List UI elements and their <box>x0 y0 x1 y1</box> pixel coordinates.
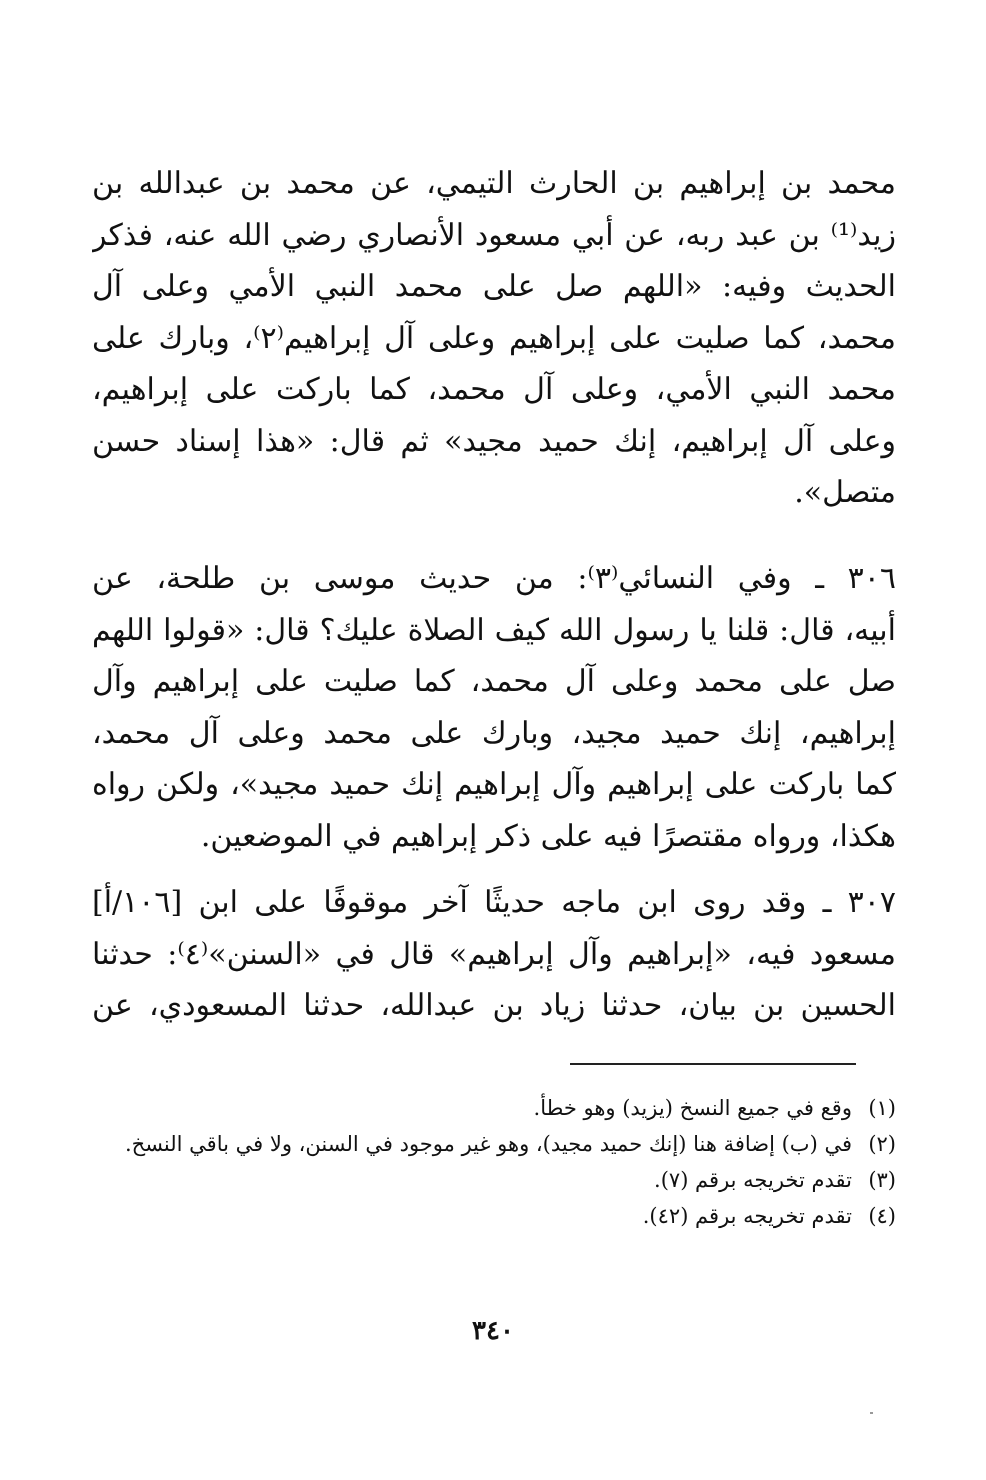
footnote <box>92 1090 896 1126</box>
footnote-separator <box>570 1063 856 1065</box>
text-line: الحديث وفيه: «اللهم صل على محمد النبي الأمي وعلى آل <box>92 269 896 304</box>
text-line: وعلى آل إبراهيم، إنك حميد مجيد» ثم قال: «هذا إسناد حسن <box>92 423 896 459</box>
footnote-text: في (ب) إضافة هنا (إنك حميد مجيد)، وهو غير موجود في السنن، ولا في باقي النسخ. <box>124 1132 852 1156</box>
text-line: هكذا، ورواه مقتصرًا فيه على ذكر إبراهيم في الموضعين. <box>200 818 896 854</box>
footnote-number: (٤) <box>868 1204 896 1228</box>
footnote <box>92 1198 896 1234</box>
scan-speck <box>870 1412 873 1414</box>
footnote-number: (١) <box>868 1096 896 1120</box>
text-line: الحسين بن بيان، حدثنا زياد بن عبدالله، حدثنا المسعودي، عن <box>92 988 896 1023</box>
footnote-text: وقع في جميع النسخ (يزيد) وهو خطأ. <box>533 1096 852 1120</box>
footnote-number: (٣) <box>868 1168 896 1192</box>
paragraph-307 <box>92 877 896 1032</box>
paragraph-1 <box>92 158 896 519</box>
footnote <box>92 1162 896 1198</box>
text-line: زيد⁽¹⁾ بن عبد ربه، عن أبي مسعود الأنصاري رضي الله عنه، فذكر <box>92 217 896 253</box>
text-line: صل على محمد وعلى آل محمد، كما صليت على إبراهيم وآل <box>92 664 896 699</box>
text-line: كما باركت على إبراهيم وآل إبراهيم إنك حميد مجيد»، ولكن رواه <box>92 767 896 802</box>
footnote-text: تقدم تخريجه برقم (٤٢). <box>642 1204 852 1228</box>
text-line: محمد بن إبراهيم بن الحارث التيمي، عن محمد بن عبدالله بن <box>92 166 896 201</box>
text-line: إبراهيم، إنك حميد مجيد، وبارك على محمد وعلى آل محمد، <box>92 715 896 751</box>
footnote-text: تقدم تخريجه برقم (٧). <box>654 1168 852 1192</box>
text-line: محمد، كما صليت على إبراهيم وعلى آل إبراهيم⁽٢⁾، وبارك على <box>92 320 896 356</box>
text-line: متصل». <box>794 475 896 510</box>
text-line: محمد النبي الأمي، وعلى آل محمد، كما باركت على إبراهيم، <box>92 372 896 407</box>
footnotes <box>92 1090 896 1234</box>
text-line: ٣٠٧ ـ وقد روى ابن ماجه حديثًا آخر موقوفًا على ابن [١٠٦/أ] <box>92 885 896 920</box>
text-line: مسعود فيه، «إبراهيم وآل إبراهيم» قال في «السنن»⁽٤⁾: حدثنا <box>92 936 896 972</box>
paragraph-306 <box>92 553 896 862</box>
text-line: أبيه، قال: قلنا يا رسول الله كيف الصلاة عليك؟ قال: «قولوا اللهم <box>92 612 896 648</box>
text-line: ٣٠٦ ـ وفي النسائي⁽٣⁾: من حديث موسى بن طلحة، عن <box>92 561 896 596</box>
page-number: ٣٤٠ <box>472 1316 514 1346</box>
footnote-number: (٢) <box>868 1132 896 1156</box>
footnote <box>92 1126 896 1162</box>
